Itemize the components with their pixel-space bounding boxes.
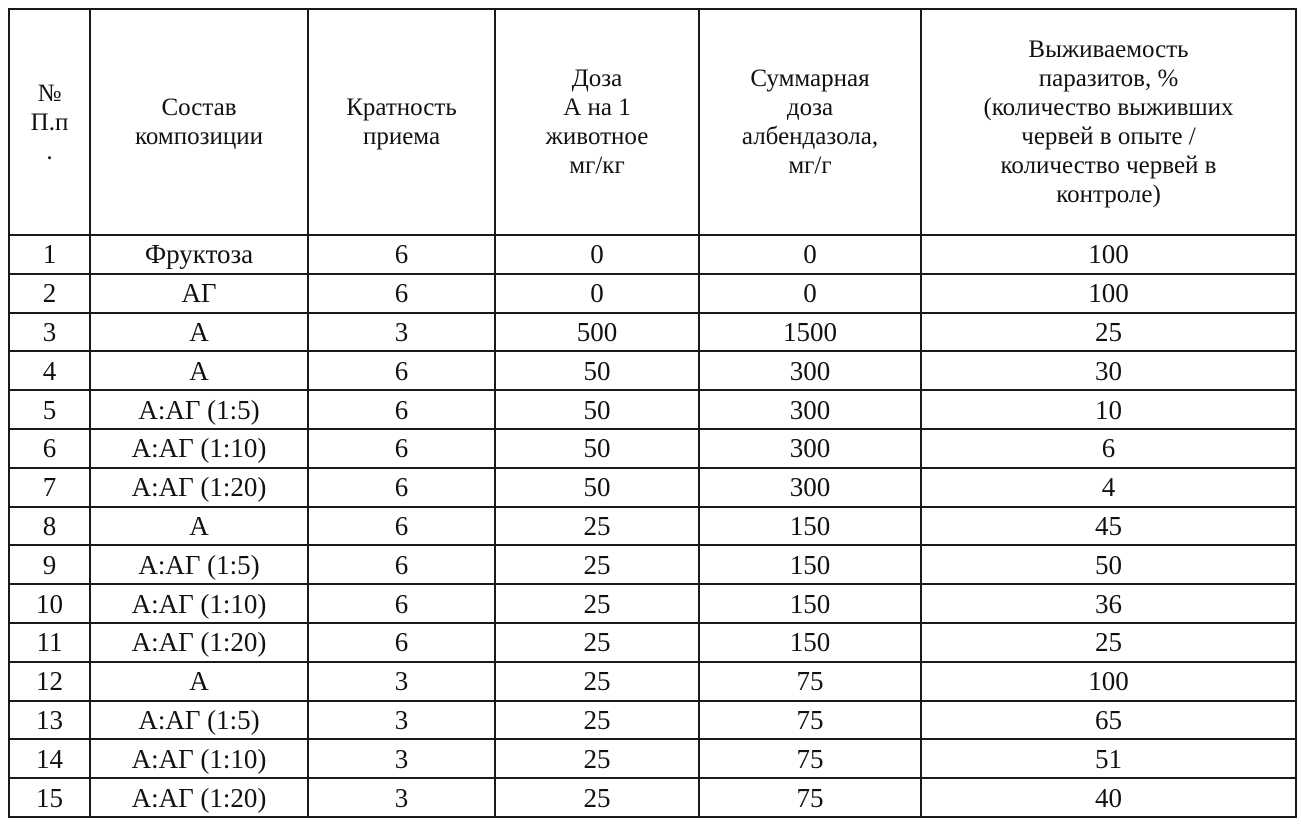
cell-total-dose: 300: [699, 390, 921, 429]
cell-total-dose: 0: [699, 235, 921, 274]
cell-frequency: 6: [308, 507, 495, 546]
cell-frequency: 6: [308, 429, 495, 468]
cell-number: 3: [9, 313, 90, 352]
cell-dose: 25: [495, 739, 699, 778]
cell-composition: А:АГ (1:20): [90, 623, 308, 662]
cell-dose: 25: [495, 623, 699, 662]
cell-composition: А: [90, 507, 308, 546]
cell-frequency: 3: [308, 739, 495, 778]
header-line: Кратность: [346, 94, 457, 121]
cell-total-dose: 75: [699, 778, 921, 817]
table-row: [9, 429, 1296, 468]
cell-total-dose: 75: [699, 739, 921, 778]
table-body: [9, 235, 1296, 817]
cell-total-dose: 75: [699, 701, 921, 740]
header-line: паразитов, %: [1038, 65, 1179, 92]
cell-total-dose: 150: [699, 507, 921, 546]
cell-number: 1: [9, 235, 90, 274]
cell-dose: 0: [495, 235, 699, 274]
cell-number: 9: [9, 545, 90, 584]
table-row: [9, 584, 1296, 623]
header-line: мг/г: [788, 152, 832, 179]
cell-survival: 10: [921, 390, 1296, 429]
header-line: доза: [786, 94, 834, 121]
cell-frequency: 3: [308, 701, 495, 740]
header-survival: [921, 9, 1296, 235]
header-line: мг/кг: [569, 152, 625, 179]
cell-dose: 25: [495, 584, 699, 623]
cell-frequency: 6: [308, 235, 495, 274]
cell-composition: АГ: [90, 274, 308, 313]
cell-frequency: 3: [308, 662, 495, 701]
cell-number: 5: [9, 390, 90, 429]
header-line: .: [46, 137, 53, 165]
cell-total-dose: 150: [699, 545, 921, 584]
cell-frequency: 3: [308, 313, 495, 352]
header-total-dose: [699, 9, 921, 235]
cell-survival: 65: [921, 701, 1296, 740]
cell-survival: 50: [921, 545, 1296, 584]
cell-number: 7: [9, 468, 90, 507]
table-row: [9, 351, 1296, 390]
cell-composition: А:АГ (1:20): [90, 468, 308, 507]
table-row: [9, 274, 1296, 313]
cell-composition: А: [90, 351, 308, 390]
header-line: Выживаемость: [1028, 36, 1189, 63]
cell-number: 15: [9, 778, 90, 817]
cell-dose: 50: [495, 468, 699, 507]
cell-number: 11: [9, 623, 90, 662]
cell-frequency: 6: [308, 390, 495, 429]
header-line: П.п: [30, 108, 69, 136]
header-line: количество червей в: [1000, 152, 1217, 179]
cell-survival: 30: [921, 351, 1296, 390]
cell-composition: А:АГ (1:5): [90, 390, 308, 429]
cell-dose: 25: [495, 545, 699, 584]
cell-dose: 25: [495, 662, 699, 701]
cell-frequency: 6: [308, 623, 495, 662]
cell-dose: 500: [495, 313, 699, 352]
table-row: [9, 507, 1296, 546]
table-row: [9, 623, 1296, 662]
header-line: Суммарная: [750, 65, 870, 92]
cell-survival: 100: [921, 235, 1296, 274]
cell-total-dose: 1500: [699, 313, 921, 352]
cell-survival: 36: [921, 584, 1296, 623]
header-line: композиции: [135, 123, 263, 150]
results-table: [8, 8, 1297, 818]
cell-composition: А:АГ (1:10): [90, 739, 308, 778]
cell-dose: 0: [495, 274, 699, 313]
header-line: А на 1: [563, 94, 631, 121]
table-row: [9, 701, 1296, 740]
cell-composition: А: [90, 662, 308, 701]
cell-total-dose: 300: [699, 351, 921, 390]
cell-survival: 40: [921, 778, 1296, 817]
header-line: животное: [545, 123, 649, 150]
cell-number: 6: [9, 429, 90, 468]
cell-frequency: 6: [308, 584, 495, 623]
header-line: контроле): [1056, 181, 1161, 208]
cell-survival: 45: [921, 507, 1296, 546]
cell-total-dose: 300: [699, 468, 921, 507]
header-dose: [495, 9, 699, 235]
header-line: червей в опыте /: [1021, 123, 1196, 150]
cell-frequency: 6: [308, 545, 495, 584]
cell-total-dose: 150: [699, 623, 921, 662]
cell-number: 12: [9, 662, 90, 701]
cell-total-dose: 75: [699, 662, 921, 701]
header-line: Доза: [571, 65, 623, 92]
header-number: [9, 9, 90, 235]
cell-frequency: 6: [308, 274, 495, 313]
cell-dose: 50: [495, 390, 699, 429]
cell-frequency: 6: [308, 468, 495, 507]
cell-survival: 6: [921, 429, 1296, 468]
cell-dose: 25: [495, 507, 699, 546]
cell-number: 13: [9, 701, 90, 740]
cell-survival: 4: [921, 468, 1296, 507]
cell-number: 2: [9, 274, 90, 313]
cell-total-dose: 0: [699, 274, 921, 313]
table-row: [9, 545, 1296, 584]
cell-composition: А:АГ (1:5): [90, 545, 308, 584]
cell-survival: 51: [921, 739, 1296, 778]
cell-composition: Фруктоза: [90, 235, 308, 274]
cell-total-dose: 150: [699, 584, 921, 623]
cell-dose: 50: [495, 351, 699, 390]
header-line: (количество выживших: [983, 94, 1234, 121]
table-row: [9, 468, 1296, 507]
cell-survival: 100: [921, 274, 1296, 313]
cell-survival: 25: [921, 623, 1296, 662]
cell-number: 10: [9, 584, 90, 623]
table-row: [9, 662, 1296, 701]
cell-composition: А: [90, 313, 308, 352]
cell-number: 14: [9, 739, 90, 778]
table-header: [9, 9, 1296, 235]
table-row: [9, 235, 1296, 274]
cell-number: 4: [9, 351, 90, 390]
table-row: [9, 739, 1296, 778]
cell-survival: 100: [921, 662, 1296, 701]
header-composition: [90, 9, 308, 235]
header-frequency: [308, 9, 495, 235]
cell-dose: 25: [495, 778, 699, 817]
table-row: [9, 778, 1296, 817]
cell-frequency: 3: [308, 778, 495, 817]
header-line: №: [37, 79, 62, 107]
header-line: Состав: [161, 94, 237, 121]
cell-dose: 25: [495, 701, 699, 740]
header-line: албендазола,: [741, 123, 879, 150]
cell-dose: 50: [495, 429, 699, 468]
cell-composition: А:АГ (1:10): [90, 584, 308, 623]
table-row: [9, 313, 1296, 352]
cell-composition: А:АГ (1:20): [90, 778, 308, 817]
header-line: приема: [362, 123, 441, 150]
cell-composition: А:АГ (1:10): [90, 429, 308, 468]
table-row: [9, 390, 1296, 429]
cell-total-dose: 300: [699, 429, 921, 468]
cell-composition: А:АГ (1:5): [90, 701, 308, 740]
header-row: [9, 9, 1296, 235]
cell-survival: 25: [921, 313, 1296, 352]
cell-number: 8: [9, 507, 90, 546]
cell-frequency: 6: [308, 351, 495, 390]
